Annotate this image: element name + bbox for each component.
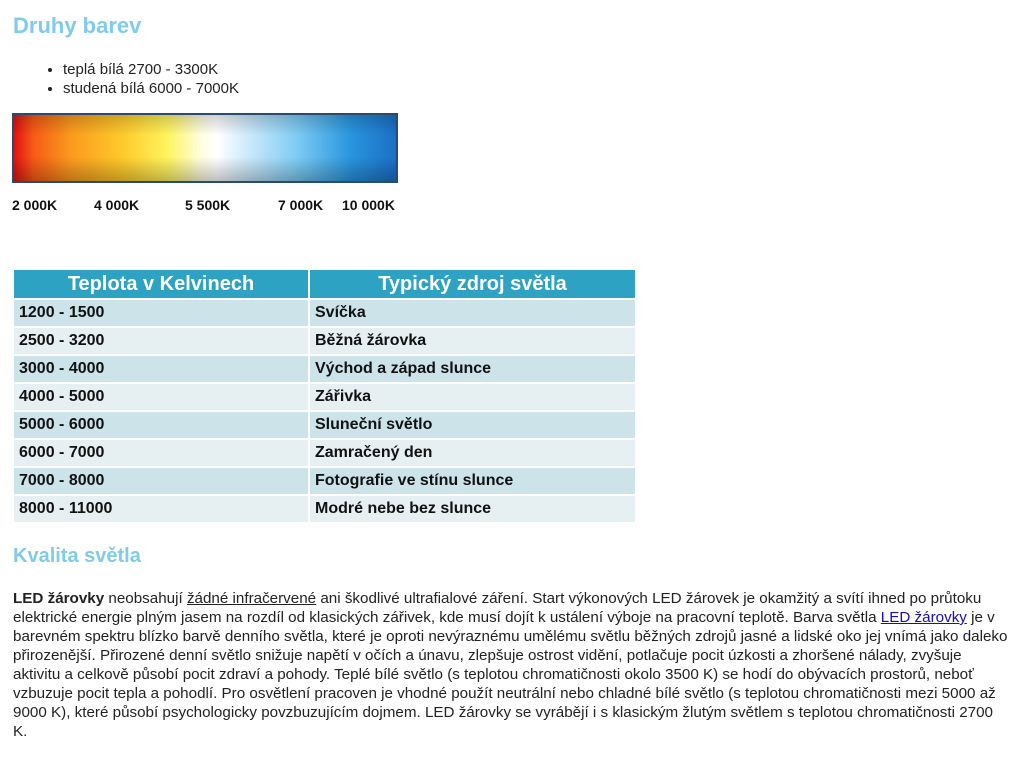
cell-temperature: 7000 - 8000 <box>14 468 308 494</box>
cell-light-source: Sluneční světlo <box>310 412 635 438</box>
column-header-temperature: Teplota v Kelvinech <box>14 270 308 298</box>
table-row <box>14 440 635 466</box>
color-types-list <box>13 60 239 98</box>
table-header-row <box>14 270 635 298</box>
cell-temperature: 3000 - 4000 <box>14 356 308 382</box>
cell-light-source: Fotografie ve stínu slunce <box>310 468 635 494</box>
cell-temperature: 2500 - 3200 <box>14 328 308 354</box>
paragraph-text: je v barevném spektru blízko barvě denního světla, které je oproti nevýraznému umělému světlu běžných zdrojů jasné a lidské oko jej vnímá jako daleko přirozenější. Přirozené denní světlo snižuje napětí v očích a únavu, zlepšuje ostrost vidění, potlačuje pocit úzkosti a zhoršené nálady, zvyšuje aktivitu a celkově působí pocit zdraví a pohody. Teplé bílé světlo (s teplotou chromatičnosti okolo 3500 K) se hodí do obývacích prostorů, neboť vzbuzuje pocit tepla a pohodlí. Pro osvětlení pracoven je vhodné použít neutrální nebo chladné bílé světlo (s teplotou chromatičnosti mezi 5000 až 9000 K), které působí psychologicky povzbuzujícím dojmem. LED žárovky se vyrábějí i s klasickým žlutým světlem s teplotou chromatičnosti 2700 K. <box>13 609 1008 740</box>
column-header-light-source: Typický zdroj světla <box>310 270 635 298</box>
table-row <box>14 384 635 410</box>
section-title-light-quality: Kvalita světla <box>13 545 141 567</box>
spectrum-tick-label: 4 000K <box>94 197 140 213</box>
table-row <box>14 328 635 354</box>
spectrum-tick-label: 5 500K <box>185 197 231 213</box>
light-quality-paragraph <box>13 589 1008 741</box>
table-row <box>14 496 635 522</box>
spectrum-tick-label: 2 000K <box>12 197 58 213</box>
cell-light-source: Svíčka <box>310 300 635 326</box>
cell-light-source: Východ a západ slunce <box>310 356 635 382</box>
cell-temperature: 8000 - 11000 <box>14 496 308 522</box>
list-item: • teplá bílá 2700 - 3300K <box>63 60 239 79</box>
color-temperature-spectrum-image <box>12 113 398 183</box>
cell-light-source: Zářivka <box>310 384 635 410</box>
paragraph-text: ani škodlivé ultrafialové záření. Start výkonových LED žárovek je okamžitý a svítí ihned po průtoku elektrické energie plným jasem na rozdíl od klasických zářivek, kde musí dojít k ustálení výboje na pracovní teplotě. Barva světla <box>13 590 982 626</box>
table-row <box>14 356 635 382</box>
cell-temperature: 5000 - 6000 <box>14 412 308 438</box>
cell-light-source: Zamračený den <box>310 440 635 466</box>
section-title-color-types: Druhy barev <box>13 13 142 38</box>
table-row <box>14 412 635 438</box>
list-item: • studená bílá 6000 - 7000K <box>63 79 239 98</box>
no-infrared-underlined-text: žádné infračervené <box>186 590 317 607</box>
spectrum-tick-label: 10 000K <box>342 197 395 213</box>
color-temperature-table <box>12 268 637 524</box>
paragraph-text: neobsahují <box>104 590 187 607</box>
led-bulbs-bold: LED žárovky <box>13 590 105 607</box>
table-row <box>14 468 635 494</box>
spectrum-tick-label: 7 000K <box>278 197 324 213</box>
cell-temperature: 4000 - 5000 <box>14 384 308 410</box>
led-bulbs-link[interactable]: LED žárovky <box>880 609 967 626</box>
cell-temperature: 1200 - 1500 <box>14 300 308 326</box>
table-row <box>14 300 635 326</box>
cell-temperature: 6000 - 7000 <box>14 440 308 466</box>
cell-light-source: Modré nebe bez slunce <box>310 496 635 522</box>
cell-light-source: Běžná žárovka <box>310 328 635 354</box>
